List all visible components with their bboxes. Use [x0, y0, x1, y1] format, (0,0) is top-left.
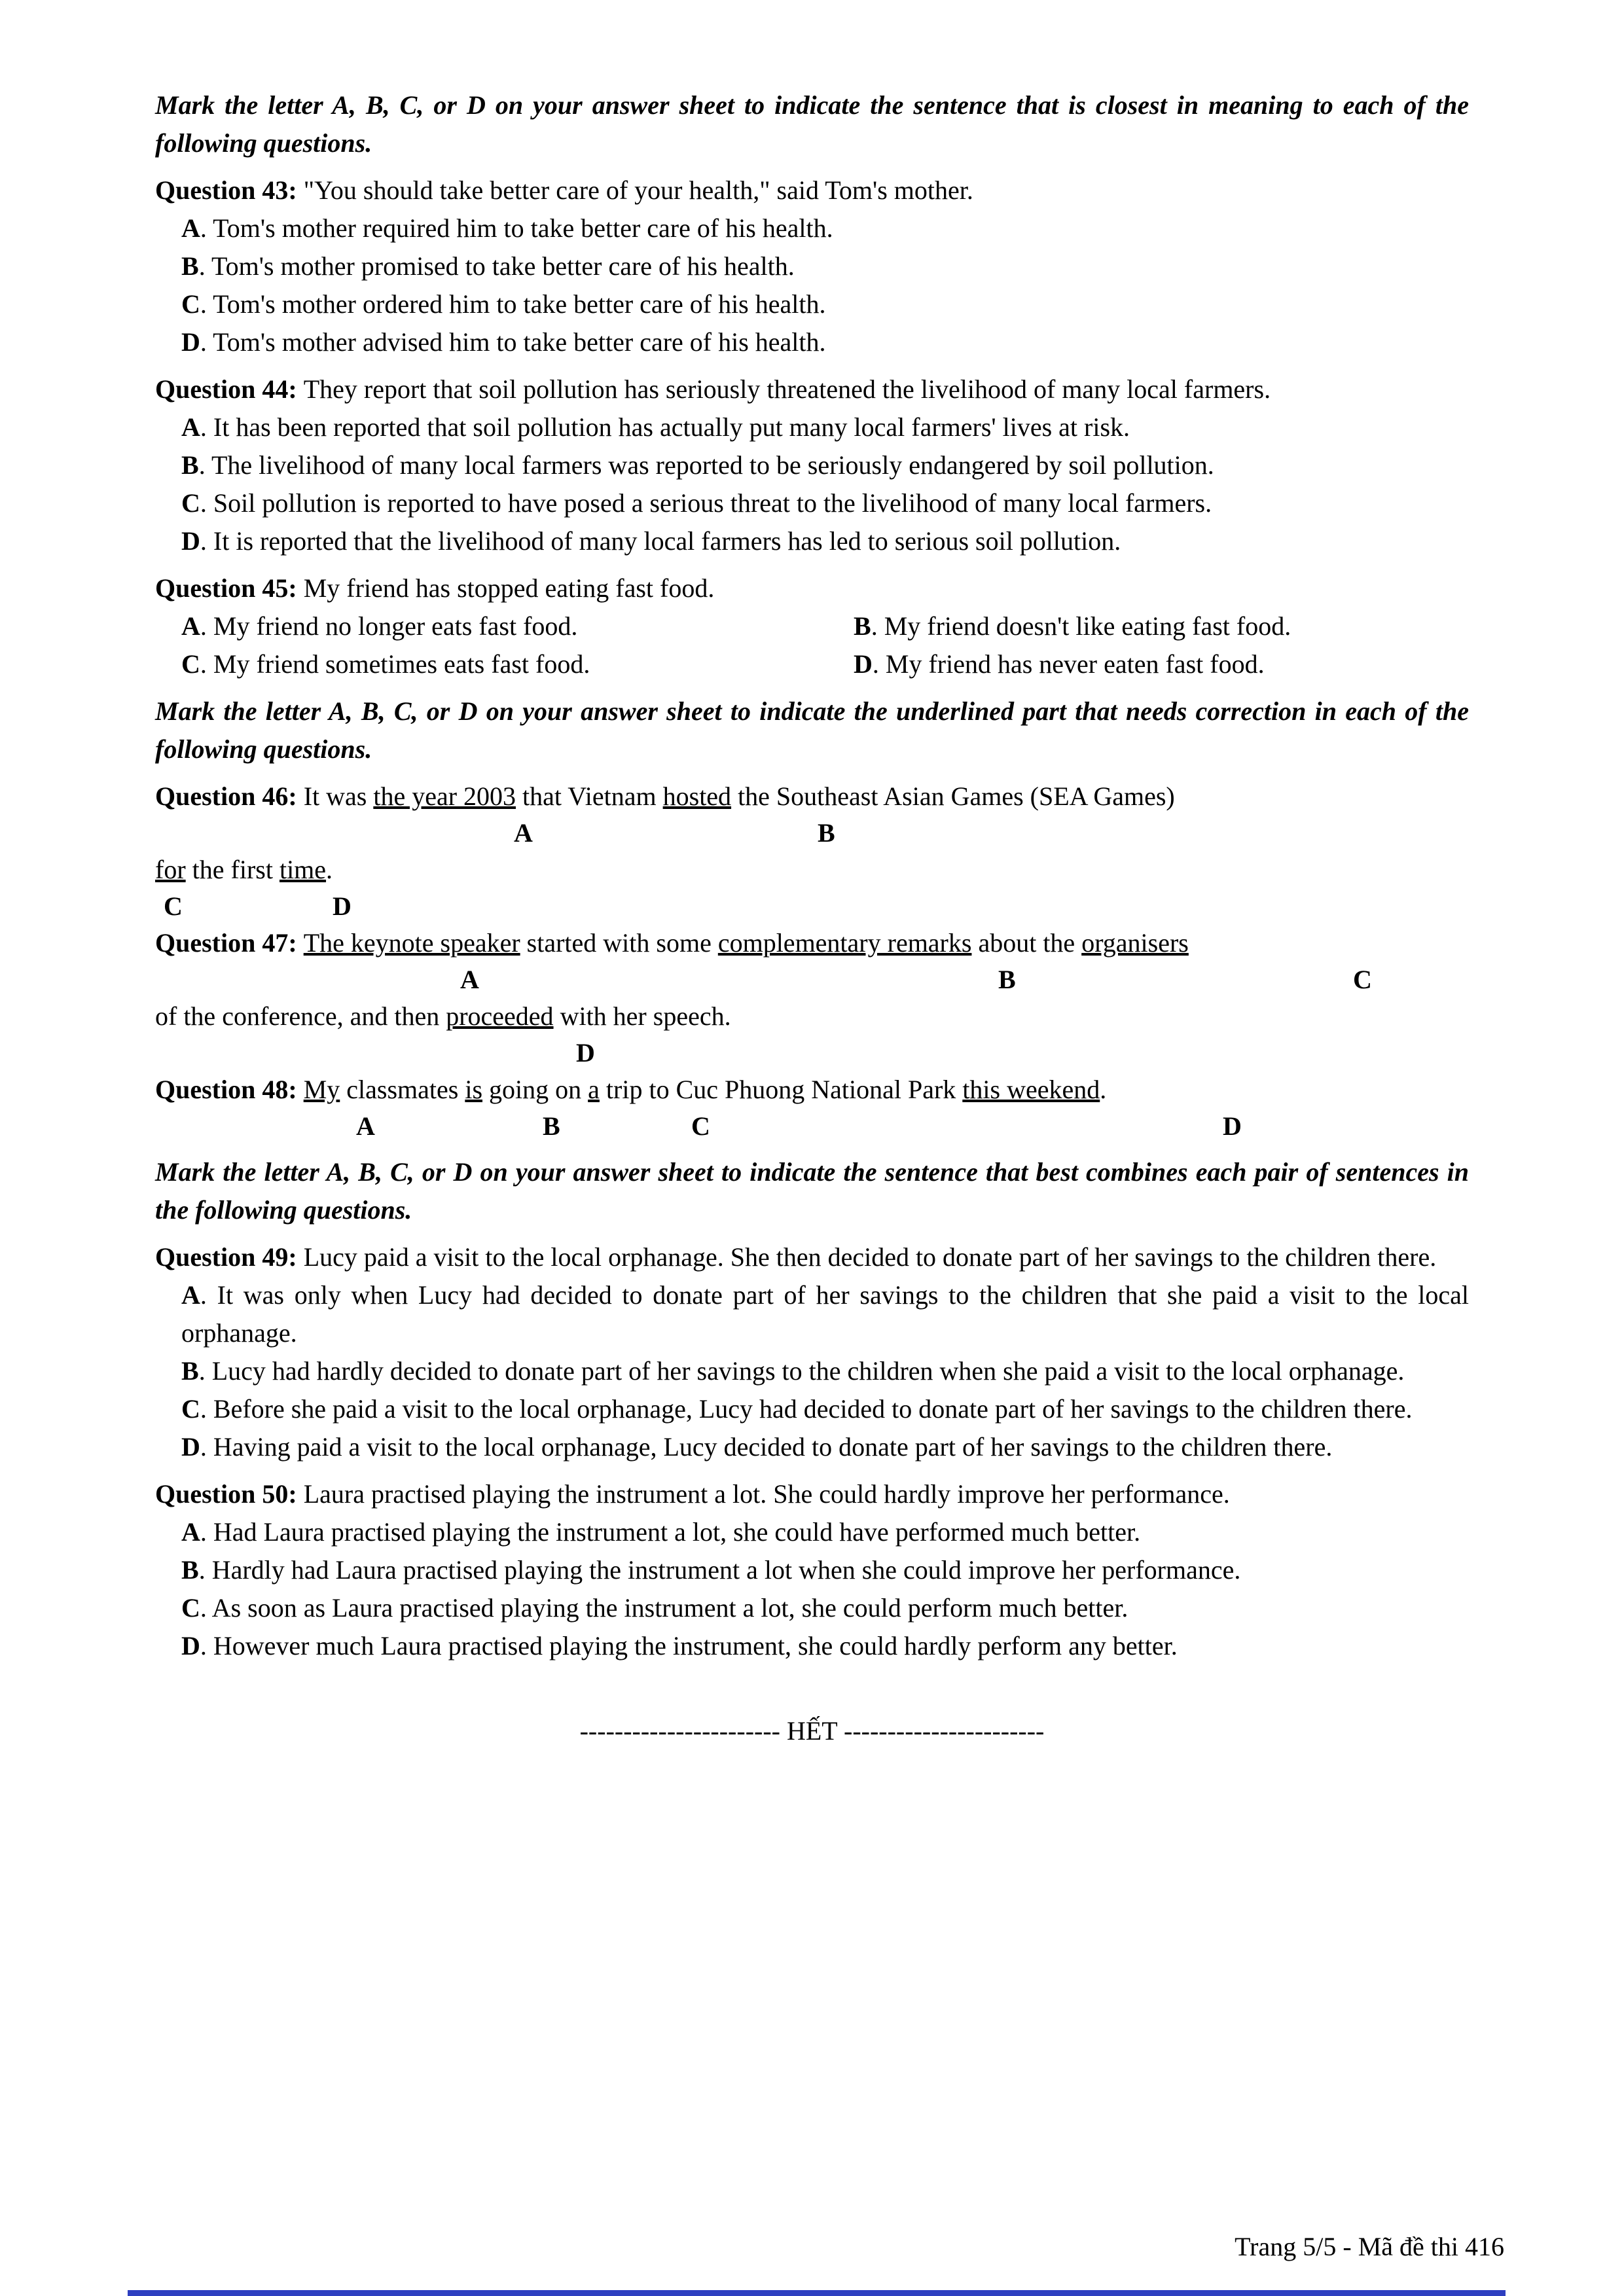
letter-marker-row [155, 1035, 1469, 1071]
instruction-combine-sentences: Mark the letter A, B, C, or D on your answer sheet to indicate the sentence that best combines each pair of sentences in the following questions. [155, 1157, 1469, 1225]
option-letter: B [181, 1555, 199, 1585]
option-letter: D [181, 1631, 200, 1660]
letter-marker: D [333, 891, 352, 921]
question-label: Question 46: [155, 781, 297, 811]
letter-marker: C [691, 1111, 710, 1141]
option-text: . Having paid a visit to the local orphanage, Lucy decided to donate part of her savings to the children there. [200, 1432, 1333, 1462]
option-letter: C [181, 289, 200, 319]
question-48 [155, 1071, 1469, 1144]
option-row [155, 1390, 1469, 1428]
question-label: Question 50: [155, 1479, 297, 1509]
option-text: . It has been reported that soil pollution has actually put many local farmers' lives at risk. [200, 412, 1130, 442]
letter-marker: A [356, 1111, 375, 1141]
letter-marker: A [514, 818, 533, 848]
option-letter: B [181, 450, 199, 480]
option-letter: D [854, 649, 873, 679]
option-letter: D [181, 327, 200, 357]
option-letter: B [181, 1356, 199, 1386]
instruction-closest-meaning: Mark the letter A, B, C, or D on your answer sheet to indicate the sentence that is closest in meaning to each of the following questions. [155, 90, 1469, 158]
question-44 [155, 370, 1469, 560]
option-row [155, 1428, 1469, 1466]
underlined-segment: for [155, 855, 186, 884]
question-50 [155, 1475, 1469, 1665]
sentence-segment: going on [482, 1075, 588, 1104]
option-letter: C [181, 649, 200, 679]
letter-marker-row [155, 889, 1469, 924]
question-44-stem [155, 370, 1469, 408]
option-text: . Tom's mother ordered him to take better care of his health. [200, 289, 826, 319]
sentence-segment: that Vietnam [516, 781, 663, 811]
option-text: . My friend no longer eats fast food. [200, 611, 578, 641]
underlined-segment: hosted [662, 781, 732, 811]
option-row [155, 408, 1469, 446]
option-row [155, 645, 827, 683]
sentence-segment: the Southeast Asian Games (SEA Games) [731, 781, 1175, 811]
option-row [155, 1513, 1469, 1551]
option-row [155, 607, 827, 645]
option-letter: C [181, 488, 200, 518]
question-46-continuation [155, 851, 1469, 889]
option-letter: B [854, 611, 871, 641]
question-text: "You should take better care of your health," said Tom's mother. [303, 175, 973, 205]
question-43 [155, 171, 1469, 361]
option-grid [155, 607, 1469, 683]
option-letter: C [181, 1394, 200, 1424]
sentence-segment: . [1100, 1075, 1107, 1104]
end-marker: ----------------------- HẾT ----------------------- [579, 1716, 1045, 1746]
option-text: . Tom's mother promised to take better care of his health. [198, 251, 795, 281]
sentence-segment: with her speech. [553, 1001, 731, 1031]
option-letter: A [181, 1517, 200, 1547]
letter-marker: B [818, 818, 835, 848]
option-text: . Tom's mother required him to take better care of his health. [200, 213, 833, 243]
letter-marker: B [998, 965, 1016, 994]
option-letter: A [181, 611, 200, 641]
question-47 [155, 924, 1469, 1071]
option-text: . It is reported that the livelihood of many local farmers has led to serious soil pollution. [200, 526, 1121, 556]
underlined-segment: My [303, 1075, 340, 1104]
underlined-segment: the year 2003 [373, 781, 516, 811]
option-row [155, 1551, 1469, 1589]
option-text: . Soil pollution is reported to have posed a serious threat to the livelihood of many local farmers. [200, 488, 1212, 518]
option-row [155, 1276, 1469, 1352]
question-45 [155, 569, 1469, 683]
sentence-segment: trip to Cuc Phuong National Park [599, 1075, 963, 1104]
underlined-segment: organisers [1081, 928, 1189, 958]
option-row [155, 209, 1469, 247]
sentence-segment: about the [971, 928, 1082, 958]
option-row [155, 285, 1469, 323]
option-letter: A [181, 412, 200, 442]
underlined-segment: this weekend [962, 1075, 1100, 1104]
option-text: . Before she paid a visit to the local orphanage, Lucy had decided to donate part of her savings to the children there. [200, 1394, 1413, 1424]
question-45-stem [155, 569, 1469, 607]
option-row [155, 1352, 1469, 1390]
sentence-segment: started with some [520, 928, 718, 958]
option-letter: B [181, 251, 199, 281]
option-letter: A [181, 1280, 200, 1310]
question-49-stem [155, 1238, 1469, 1276]
option-text: . Hardly had Laura practised playing the instrument a lot when she could improve her performance. [198, 1555, 1241, 1585]
option-row [155, 522, 1469, 560]
option-row [155, 1589, 1469, 1627]
option-text: . Lucy had hardly decided to donate part of her savings to the children when she paid a visit to the local orphanage. [198, 1356, 1405, 1386]
instruction-error-correction: Mark the letter A, B, C, or D on your answer sheet to indicate the underlined part that needs correction in each of the following questions. [155, 696, 1469, 764]
option-letter: A [181, 213, 200, 243]
sentence-segment: It was [303, 781, 374, 811]
question-47-stem [155, 924, 1469, 962]
option-row [155, 446, 1469, 484]
bottom-border-line [128, 2290, 1506, 2296]
question-text: Laura practised playing the instrument a lot. She could hardly improve her performance. [303, 1479, 1230, 1509]
option-letter: D [181, 1432, 200, 1462]
question-46-stem [155, 778, 1469, 816]
question-text: My friend has stopped eating fast food. [303, 573, 715, 603]
letter-marker: D [576, 1038, 595, 1067]
question-label: Question 44: [155, 374, 297, 404]
underlined-segment: is [465, 1075, 483, 1104]
underlined-segment: proceeded [446, 1001, 554, 1031]
question-46 [155, 778, 1469, 924]
option-text: . It was only when Lucy had decided to donate part of her savings to the children that she paid a visit to the local orphanage. [181, 1280, 1469, 1348]
option-row [827, 645, 1469, 683]
sentence-segment: of the conference, and then [155, 1001, 446, 1031]
letter-marker: D [1223, 1111, 1242, 1141]
question-label: Question 43: [155, 175, 297, 205]
option-text: . The livelihood of many local farmers was reported to be seriously endangered by soil pollution. [198, 450, 1214, 480]
underlined-segment: time [279, 855, 327, 884]
option-row [155, 484, 1469, 522]
question-47-continuation [155, 997, 1469, 1035]
question-label: Question 48: [155, 1075, 297, 1104]
question-text: Lucy paid a visit to the local orphanage. She then decided to donate part of her savings to the children there. [303, 1242, 1437, 1272]
option-text: . As soon as Laura practised playing the instrument a lot, she could perform much better. [200, 1593, 1128, 1623]
letter-marker: B [543, 1111, 560, 1141]
option-row [155, 1627, 1469, 1665]
letter-marker: C [1353, 965, 1372, 994]
question-text: They report that soil pollution has seriously threatened the livelihood of many local farmers. [303, 374, 1271, 404]
question-43-stem [155, 171, 1469, 209]
option-text: . Tom's mother advised him to take better care of his health. [200, 327, 826, 357]
letter-marker: C [164, 891, 183, 921]
question-49 [155, 1238, 1469, 1466]
letter-marker-row [155, 1109, 1469, 1144]
option-row [155, 323, 1469, 361]
question-label: Question 49: [155, 1242, 297, 1272]
page-number: Trang 5/5 - Mã đề thi 416 [1235, 2232, 1504, 2261]
letter-marker-row [155, 816, 1469, 851]
letter-marker-row [155, 962, 1469, 997]
option-row [827, 607, 1469, 645]
option-text: . However much Laura practised playing the instrument, she could hardly perform any better. [200, 1631, 1178, 1660]
question-label: Question 47: [155, 928, 297, 958]
underlined-segment: a [588, 1075, 600, 1104]
question-50-stem [155, 1475, 1469, 1513]
question-48-stem [155, 1071, 1469, 1109]
option-letter: C [181, 1593, 200, 1623]
underlined-segment: complementary remarks [717, 928, 972, 958]
option-text: . My friend sometimes eats fast food. [200, 649, 590, 679]
option-letter: D [181, 526, 200, 556]
option-text: . My friend has never eaten fast food. [872, 649, 1265, 679]
option-text: . My friend doesn't like eating fast food. [871, 611, 1291, 641]
sentence-segment: the first [185, 855, 280, 884]
sentence-segment: . [326, 855, 333, 884]
option-row [155, 247, 1469, 285]
underlined-segment: The keynote speaker [303, 928, 520, 958]
question-label: Question 45: [155, 573, 297, 603]
option-text: . Had Laura practised playing the instrument a lot, she could have performed much better. [200, 1517, 1141, 1547]
letter-marker: A [460, 965, 479, 994]
sentence-segment: classmates [340, 1075, 465, 1104]
